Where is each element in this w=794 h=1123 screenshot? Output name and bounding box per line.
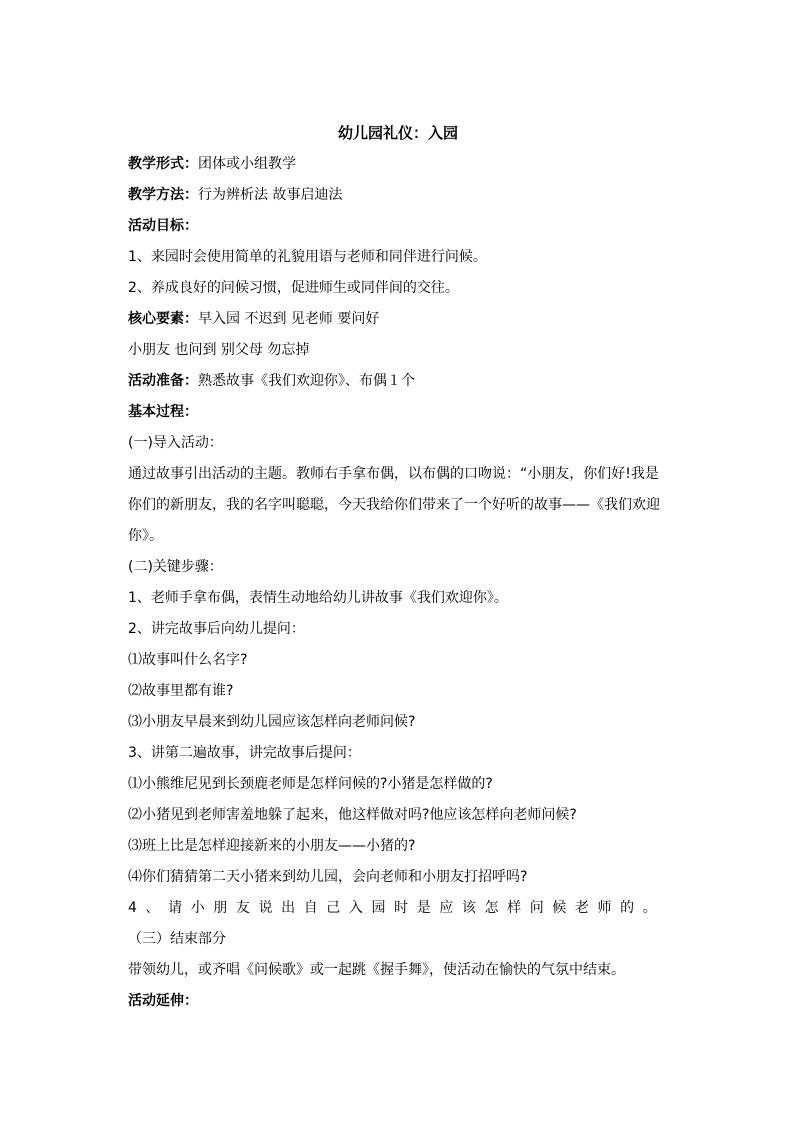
ending-heading: （三）结束部分 — [128, 931, 226, 947]
teaching-method-line — [128, 180, 668, 211]
document-page — [128, 118, 668, 1017]
key-step-item: ⑷你们猜猜第二天小猪来到幼儿园，会向老师和小朋友打招呼吗? — [128, 869, 528, 885]
key-step-item: ⑶小朋友早晨来到幼儿园应该怎样向老师问候? — [128, 714, 416, 730]
teaching-form-line — [128, 149, 668, 180]
goals-heading: 活动目标： — [128, 218, 198, 234]
teaching-method-label: 教学方法： — [128, 187, 198, 203]
key-step-item: 1、老师手拿布偶，表情生动地给幼儿讲故事《我们欢迎你》。 — [128, 590, 508, 606]
key-step-item-4: 4、请小朋友说出自己入园时是应该怎样问候老师的。 — [128, 900, 666, 916]
key-step-item: ⑴故事叫什么名字? — [128, 652, 248, 668]
intro-paragraph: 通过故事引出活动的主题。教师右手拿布偶，以布偶的口吻说：“小朋友，你们好!我是你们的新朋友，我的名字叫聪聪，今天我给你们带来了一个好听的故事——《我们欢迎你》。 — [128, 466, 660, 544]
key-step-item: 3、讲第二遍故事，讲完故事后提问： — [128, 745, 361, 761]
teaching-form-label: 教学形式： — [128, 156, 198, 172]
core-elements-label: 核心要素： — [128, 311, 198, 327]
teaching-form-value: 团体或小组教学 — [198, 156, 296, 172]
ending-paragraph: 带领幼儿，或齐唱《问候歌》或一起跳《握手舞》，使活动在愉快的气氛中结束。 — [128, 962, 625, 978]
teaching-method-value: 行为辨析法 故事启迪法 — [198, 187, 343, 203]
preparation-value: 熟悉故事《我们欢迎你》、布偶１个 — [198, 373, 415, 389]
key-step-item: ⑵小猪见到老师害羞地躲了起来，他这样做对吗?他应该怎样向老师问候? — [128, 807, 577, 823]
core-elements-value: 早入园 不迟到 见老师 要问好 — [198, 311, 380, 327]
process-heading: 基本过程： — [128, 404, 198, 420]
preparation-line — [128, 366, 668, 397]
goal-item: 1、来园时会使用简单的礼貌用语与老师和同伴进行问候。 — [128, 249, 487, 265]
key-steps-heading: (二)关键步骤： — [128, 559, 223, 575]
intro-heading: (一)导入活动： — [128, 435, 223, 451]
document-title: 幼儿园礼仪：入园 — [337, 124, 458, 142]
key-step-item: ⑶班上比是怎样迎接新来的小朋友——小猪的? — [128, 838, 416, 854]
preparation-label: 活动准备： — [128, 373, 198, 389]
key-step-item: ⑴小熊维尼见到长颈鹿老师是怎样问候的?小猪是怎样做的? — [128, 776, 493, 792]
goal-item: 2、养成良好的问候习惯，促进师生或同伴间的交往。 — [128, 280, 459, 296]
core-elements-line — [128, 304, 668, 335]
core-elements-line-2: 小朋友 也问到 别父母 勿忘掉 — [128, 342, 310, 358]
key-step-item: ⑵故事里都有谁? — [128, 683, 234, 699]
key-step-item: 2、讲完故事后向幼儿提问： — [128, 621, 305, 637]
extension-heading: 活动延伸： — [128, 993, 198, 1009]
